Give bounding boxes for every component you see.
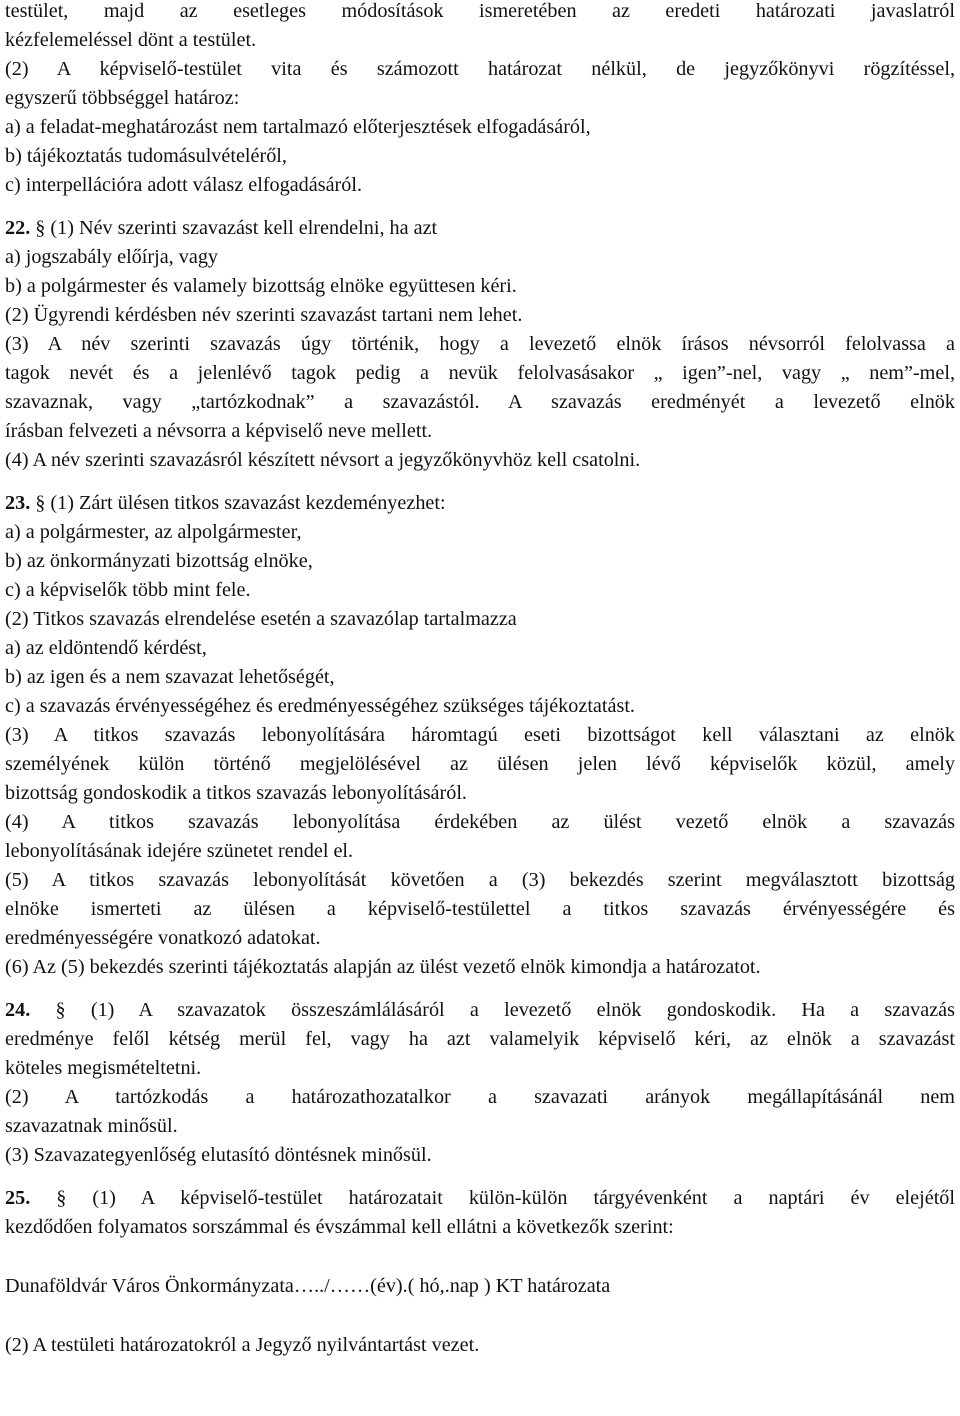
line-text: (4) A név szerinti szavazásról készített névsort a jegyzőkönyvhöz kell csatolni.	[5, 449, 641, 471]
text-line	[5, 547, 955, 576]
line-text: a) az eldöntendő kérdést,	[5, 637, 207, 659]
text-line	[5, 417, 955, 446]
line-text: (2) Titkos szavazás elrendelése esetén a szavazólap tartalmazza	[5, 608, 517, 630]
line-text: (5) A titkos szavazás lebonyolítását követően a (3) bekezdés szerint megválasztott bizottság	[5, 869, 955, 891]
line-text: a) jogszabály előírja, vagy	[5, 246, 219, 268]
text-line	[5, 692, 955, 721]
paragraph-gap	[5, 200, 955, 214]
line-text: a) a feladat-meghatározást nem tartalmazó előterjesztések elfogadásáról,	[5, 116, 591, 138]
line-text: bizottság gondoskodik a titkos szavazás lebonyolításáról.	[5, 782, 467, 804]
text-line	[5, 1272, 955, 1301]
line-text: eredményességére vonatkozó adatokat.	[5, 927, 321, 949]
text-line	[5, 446, 955, 475]
line-text: (1) Zárt ülésen titkos szavazást kezdeményezhet:	[50, 492, 446, 514]
paragraph-gap	[5, 982, 955, 996]
document-page	[5, 0, 955, 1360]
paragraph-gap	[5, 1170, 955, 1184]
text-line	[5, 1083, 955, 1112]
text-line	[5, 924, 955, 953]
text-line	[5, 55, 955, 84]
line-text: (2) A képviselő-testület vita és számozott határozat nélkül, de jegyzőkönyvi rögzítéssel,	[5, 58, 955, 80]
text-line	[5, 272, 955, 301]
text-line	[5, 1054, 955, 1083]
line-text: kézfelemeléssel dönt a testület.	[5, 29, 257, 51]
text-line	[5, 171, 955, 200]
section-sign: §	[56, 1187, 67, 1209]
text-line	[5, 113, 955, 142]
line-text: lebonyolításának idejére szünetet rendel el.	[5, 840, 354, 862]
section-heading-line	[5, 996, 955, 1025]
line-text: c) a képviselők több mint fele.	[5, 579, 251, 601]
line-text: c) a szavazás érvényességéhez és eredményességéhez szükséges tájékoztatást.	[5, 695, 635, 717]
line-text: b) az önkormányzati bizottság elnöke,	[5, 550, 313, 572]
text-line	[5, 359, 955, 388]
line-text: (1) A képviselő-testület határozatait külön-külön tárgyévenként a naptári év elejétől	[92, 1187, 955, 1209]
text-line	[5, 1331, 955, 1360]
text-line	[5, 808, 955, 837]
section-sign: §	[55, 999, 66, 1021]
line-text: kezdődően folyamatos sorszámmal és évszámmal kell ellátni a következők szerint:	[5, 1216, 674, 1238]
line-text: elnöke ismerteti az ülésen a képviselő-testülettel a titkos szavazás érvényességére és	[5, 898, 955, 920]
text-line	[5, 750, 955, 779]
line-text: (1) A szavazatok összeszámlálásáról a levezető elnök gondoskodik. Ha a szavazás	[90, 999, 955, 1021]
text-line	[5, 953, 955, 982]
text-line	[5, 779, 955, 808]
line-text: tagok nevét és a jelenlévő tagok pedig a nevük felolvasásakor „ igen”-nel, vagy „ nem”-mel,	[5, 362, 955, 384]
line-text: köteles megismételtetni.	[5, 1057, 202, 1079]
line-text: személyének külön történő megjelölésével az ülésen jelen lévő képviselők közül, amely	[5, 753, 955, 775]
line-text: egyszerű többséggel határoz:	[5, 87, 240, 109]
text-line	[5, 663, 955, 692]
text-line	[5, 142, 955, 171]
text-line	[5, 1025, 955, 1054]
line-text: a) a polgármester, az alpolgármester,	[5, 521, 302, 543]
line-text: (6) Az (5) bekezdés szerinti tájékoztatás alapján az ülést vezető elnök kimondja a határozatot.	[5, 956, 761, 978]
paragraph-gap	[5, 1242, 955, 1272]
text-line	[5, 0, 955, 26]
section-heading-line	[5, 214, 955, 243]
text-line	[5, 243, 955, 272]
text-line	[5, 634, 955, 663]
section-sign: §	[35, 217, 46, 239]
text-line	[5, 301, 955, 330]
paragraph-gap	[5, 475, 955, 489]
line-text: (3) A titkos szavazás lebonyolítására háromtagú eseti bizottságot kell választani az elnök	[5, 724, 955, 746]
text-line	[5, 1213, 955, 1242]
line-text: (2) A testületi határozatokról a Jegyző nyilvántartást vezet.	[5, 1334, 480, 1356]
text-line	[5, 84, 955, 113]
section-number: 24.	[5, 999, 31, 1021]
line-text: b) a polgármester és valamely bizottság elnöke együttesen kéri.	[5, 275, 517, 297]
section-number: 25.	[5, 1187, 31, 1209]
text-line	[5, 895, 955, 924]
section-heading-line	[5, 489, 955, 518]
text-line	[5, 837, 955, 866]
text-line	[5, 1112, 955, 1141]
text-line	[5, 576, 955, 605]
section-number: 22.	[5, 217, 31, 239]
line-text: b) az igen és a nem szavazat lehetőségét,	[5, 666, 335, 688]
section-number: 23.	[5, 492, 31, 514]
line-text: Dunaföldvár Város Önkormányzata…../……(év).( hó,.nap ) KT határozata	[5, 1275, 611, 1297]
line-text: (1) Név szerinti szavazást kell elrendelni, ha azt	[50, 217, 438, 239]
text-line	[5, 330, 955, 359]
section-heading-line	[5, 1184, 955, 1213]
text-line	[5, 26, 955, 55]
text-line	[5, 866, 955, 895]
text-line	[5, 605, 955, 634]
line-text: szavazatnak minősül.	[5, 1115, 178, 1137]
line-text: (2) A tartózkodás a határozathozatalkor a szavazati arányok megállapításánál nem	[5, 1086, 955, 1108]
text-line	[5, 388, 955, 417]
line-text: c) interpellációra adott válasz elfogadásáról.	[5, 174, 363, 196]
line-text: írásban felvezeti a névsorra a képviselő neve mellett.	[5, 420, 433, 442]
line-text: (3) A név szerinti szavazás úgy történik, hogy a levezető elnök írásos névsorról felolvassa a	[5, 333, 955, 355]
line-text: (2) Ügyrendi kérdésben név szerinti szavazást tartani nem lehet.	[5, 304, 523, 326]
line-text: b) tájékoztatás tudomásulvételéről,	[5, 145, 287, 167]
line-text: eredménye felől kétség merül fel, vagy ha azt valamelyik képviselő kéri, az elnök a szavazást	[5, 1028, 955, 1050]
line-text: testület, majd az esetleges módosítások ismeretében az eredeti határozati javaslatról	[5, 0, 955, 22]
paragraph-gap	[5, 1301, 955, 1331]
text-line	[5, 518, 955, 547]
line-text: szavaznak, vagy „tartózkodnak” a szavazástól. A szavazás eredményét a levezető elnök	[5, 391, 955, 413]
text-line	[5, 1141, 955, 1170]
line-text: (3) Szavazategyenlőség elutasító döntésnek minősül.	[5, 1144, 432, 1166]
section-sign: §	[35, 492, 46, 514]
text-line	[5, 721, 955, 750]
line-text: (4) A titkos szavazás lebonyolítása érdekében az ülést vezető elnök a szavazás	[5, 811, 955, 833]
